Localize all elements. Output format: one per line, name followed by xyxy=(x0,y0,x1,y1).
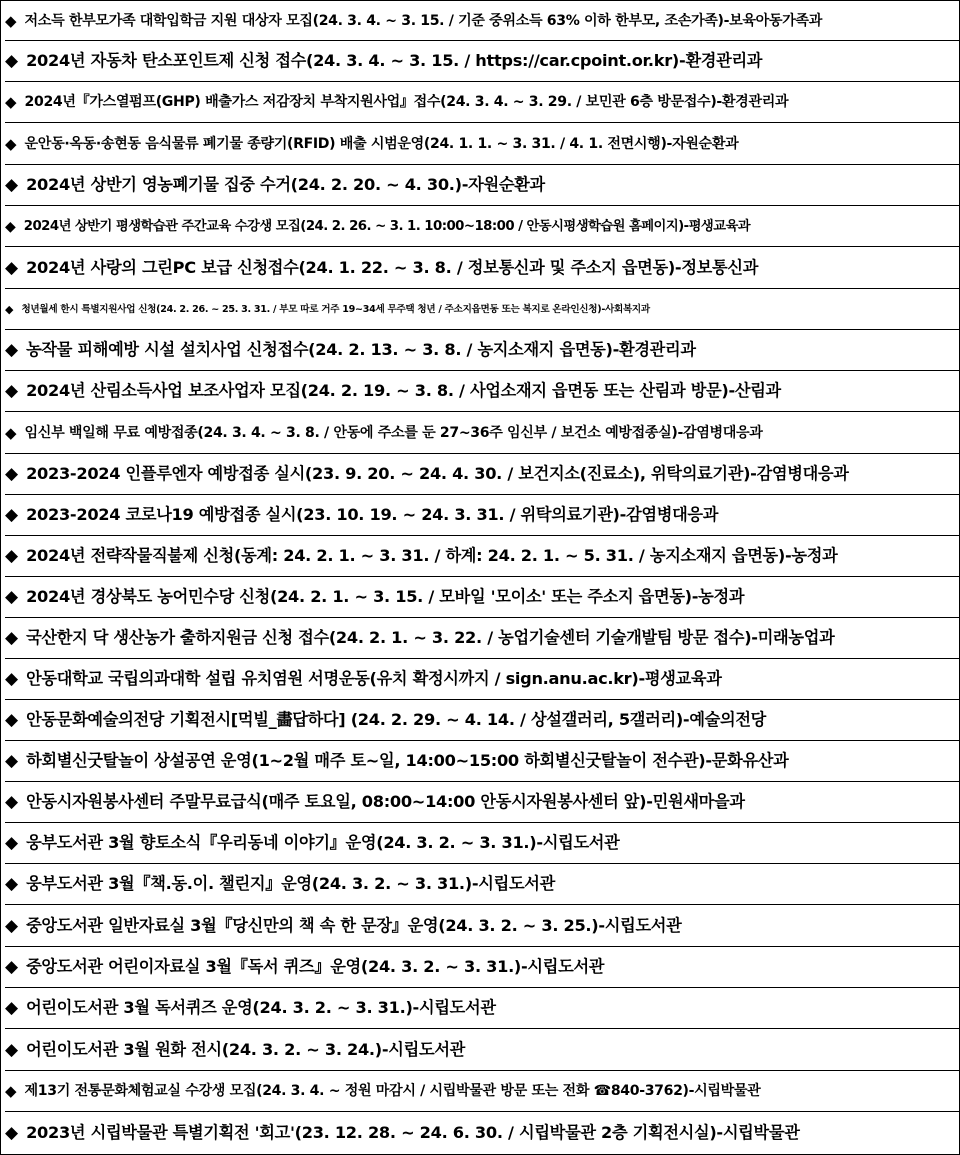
diamond-bullet-icon: ◆ xyxy=(5,915,19,936)
notice-text[interactable]: 운안동·옥동·송현동 음식물류 폐기물 종량기(RFID) 배출 시범운영(24. 1. 1. ~ 3. 31. / 4. 1. 전면시행)-자원순환과 xyxy=(24,135,739,152)
diamond-bullet-icon: ◆ xyxy=(5,833,19,853)
notice-item[interactable] xyxy=(5,659,959,700)
diamond-bullet-icon: ◆ xyxy=(5,381,19,401)
notice-text[interactable]: 2024년 산림소득사업 보조사업자 모집(24. 2. 19. ~ 3. 8. / 사업소재지 읍면동 또는 산림과 방문)-산림과 xyxy=(26,381,781,401)
notice-item[interactable] xyxy=(5,289,959,330)
diamond-bullet-icon: ◆ xyxy=(5,957,19,977)
diamond-bullet-icon: ◆ xyxy=(5,587,19,607)
notice-item[interactable] xyxy=(5,700,959,741)
notice-item[interactable] xyxy=(5,864,959,905)
diamond-bullet-icon: ◆ xyxy=(5,1122,19,1143)
diamond-bullet-icon: ◆ xyxy=(5,1082,17,1100)
notice-item[interactable] xyxy=(5,618,959,659)
diamond-bullet-icon: ◆ xyxy=(5,340,19,360)
notice-text[interactable]: 2024년 경상북도 농어민수당 신청(24. 2. 1. ~ 3. 15. / 모바일 '모이소' 또는 주소지 읍면동)-농정과 xyxy=(26,587,745,607)
notice-text[interactable]: 임신부 백일해 무료 예방접종(24. 3. 4. ~ 3. 8. / 안동에 주소를 둔 27~36주 임신부 / 보건소 예방접종실)-감염병대응과 xyxy=(24,424,763,441)
diamond-bullet-icon: ◆ xyxy=(5,751,19,771)
notice-item[interactable] xyxy=(5,165,959,206)
notice-text[interactable]: 안동대학교 국립의과대학 설립 유치염원 서명운동(유치 확정시까지 / sign.anu.ac.kr)-평생교육과 xyxy=(26,669,722,689)
notice-text[interactable]: 하회별신굿탈놀이 상설공연 운영(1~2월 매주 토~일, 14:00~15:00 하회별신굿탈놀이 전수관)-문화유산과 xyxy=(26,751,789,771)
diamond-bullet-icon: ◆ xyxy=(5,792,19,812)
diamond-bullet-icon: ◆ xyxy=(5,998,19,1018)
notice-text[interactable]: 청년월세 한시 특별지원사업 신청(24. 2. 26. ~ 25. 3. 31. / 부모 따로 거주 19~34세 무주택 청년 / 주소지읍면동 또는 복지로 온라인신청)-사회복지과 xyxy=(21,303,650,315)
notice-item[interactable] xyxy=(5,782,959,823)
notice-item[interactable] xyxy=(5,123,959,165)
notice-text[interactable]: 2023-2024 인플루엔자 예방접종 실시(23. 9. 20. ~ 24. 4. 30. / 보건지소(진료소), 위탁의료기관)-감염병대응과 xyxy=(26,464,849,484)
notice-item[interactable] xyxy=(5,577,959,618)
notice-text[interactable]: 2024년 자동차 탄소포인트제 신청 접수(24. 3. 4. ~ 3. 15. / https://car.cpoint.or.kr)-환경관리과 xyxy=(26,51,763,71)
notice-text[interactable]: 2023-2024 코로나19 예방접종 실시(23. 10. 19. ~ 24. 3. 31. / 위탁의료기관)-감염병대응과 xyxy=(26,505,719,525)
notice-text[interactable]: 저소득 한부모가족 대학입학금 지원 대상자 모집(24. 3. 4. ~ 3. 15. / 기준 중위소득 63% 이하 한부모, 조손가족)-보육아동가족과 xyxy=(24,12,822,29)
notice-item[interactable] xyxy=(5,371,959,412)
notice-text[interactable]: 제13기 전통문화체험교실 수강생 모집(24. 3. 4. ~ 정원 마감시 / 시립박물관 방문 또는 전화 ☎840-3762)-시립박물관 xyxy=(24,1083,761,1100)
notice-item[interactable] xyxy=(5,905,959,947)
notice-text[interactable]: 웅부도서관 3월『책.동.이. 챌린지』운영(24. 3. 2. ~ 3. 31.)-시립도서관 xyxy=(26,874,555,894)
notice-item[interactable] xyxy=(5,495,959,536)
diamond-bullet-icon: ◆ xyxy=(5,303,14,316)
notice-item[interactable] xyxy=(5,1071,959,1112)
notice-item[interactable] xyxy=(5,1029,959,1071)
diamond-bullet-icon: ◆ xyxy=(5,218,16,235)
notice-item[interactable] xyxy=(5,454,959,495)
notice-item[interactable] xyxy=(5,82,959,123)
notice-item[interactable] xyxy=(5,741,959,782)
notice-text[interactable]: 2024년 상반기 영농폐기물 집중 수거(24. 2. 20. ~ 4. 30.)-자원순환과 xyxy=(26,175,545,195)
notice-text[interactable]: 중앙도서관 어린이자료실 3월『독서 퀴즈』운영(24. 3. 2. ~ 3. 31.)-시립도서관 xyxy=(26,957,605,977)
notice-item[interactable] xyxy=(5,1,959,41)
notice-item[interactable] xyxy=(5,988,959,1029)
diamond-bullet-icon: ◆ xyxy=(5,93,17,111)
notice-item[interactable] xyxy=(5,330,959,371)
diamond-bullet-icon: ◆ xyxy=(5,257,19,278)
diamond-bullet-icon: ◆ xyxy=(5,1039,19,1060)
notice-text[interactable]: 중앙도서관 일반자료실 3월『당신만의 책 속 한 문장』운영(24. 3. 2. ~ 3. 25.)-시립도서관 xyxy=(26,915,682,935)
notice-item[interactable] xyxy=(5,41,959,82)
diamond-bullet-icon: ◆ xyxy=(5,546,19,566)
notice-text[interactable]: 안동시자원봉사센터 주말무료급식(매주 토요일, 08:00~14:00 안동시자원봉사센터 앞)-민원새마을과 xyxy=(26,792,745,812)
diamond-bullet-icon: ◆ xyxy=(5,464,19,484)
notice-text[interactable]: 안동문화예술의전당 기획전시[먹빌_畵답하다] (24. 2. 29. ~ 4. 14. / 상설갤러리, 5갤러리)-예술의전당 xyxy=(26,710,767,730)
notice-item[interactable] xyxy=(5,1112,959,1154)
notice-text[interactable]: 국산한지 닥 생산농가 출하지원금 신청 접수(24. 2. 1. ~ 3. 22. / 농업기술센터 기술개발팀 방문 접수)-미래농업과 xyxy=(26,628,835,648)
notice-text[interactable]: 2023년 시립박물관 특별기획전 '회고'(23. 12. 28. ~ 24. 6. 30. / 시립박물관 2층 기획전시실)-시립박물관 xyxy=(26,1122,800,1142)
diamond-bullet-icon: ◆ xyxy=(5,11,17,30)
notice-text[interactable]: 2024년『가스열펌프(GHP) 배출가스 저감장치 부착지원사업』접수(24. 3. 4. ~ 3. 29. / 보민관 6층 방문접수)-환경관리과 xyxy=(24,94,789,111)
diamond-bullet-icon: ◆ xyxy=(5,175,19,195)
diamond-bullet-icon: ◆ xyxy=(5,134,17,153)
diamond-bullet-icon: ◆ xyxy=(5,669,19,689)
diamond-bullet-icon: ◆ xyxy=(5,505,19,525)
notice-text[interactable]: 어린이도서관 3월 원화 전시(24. 3. 2. ~ 3. 24.)-시립도서관 xyxy=(26,1039,465,1059)
notice-item[interactable] xyxy=(5,206,959,247)
diamond-bullet-icon: ◆ xyxy=(5,423,17,442)
diamond-bullet-icon: ◆ xyxy=(5,51,19,71)
notice-text[interactable]: 2024년 전략작물직불제 신청(동계: 24. 2. 1. ~ 3. 31. / 하계: 24. 2. 1. ~ 5. 31. / 농지소재지 읍면동)-농정과 xyxy=(26,546,838,566)
notice-item[interactable] xyxy=(5,247,959,289)
notice-text[interactable]: 농작물 피해예방 시설 설치사업 신청접수(24. 2. 13. ~ 3. 8. / 농지소재지 읍면동)-환경관리과 xyxy=(26,340,696,360)
diamond-bullet-icon: ◆ xyxy=(5,628,19,648)
notice-text[interactable]: 어린이도서관 3월 독서퀴즈 운영(24. 3. 2. ~ 3. 31.)-시립도서관 xyxy=(26,998,496,1018)
diamond-bullet-icon: ◆ xyxy=(5,710,19,730)
notice-text[interactable]: 웅부도서관 3월 향토소식『우리동네 이야기』운영(24. 3. 2. ~ 3. 31.)-시립도서관 xyxy=(26,833,620,853)
notice-text[interactable]: 2024년 사랑의 그린PC 보급 신청접수(24. 1. 22. ~ 3. 8. / 정보통신과 및 주소지 읍면동)-정보통신과 xyxy=(26,257,759,277)
notice-text[interactable]: 2024년 상반기 평생학습관 주간교육 수강생 모집(24. 2. 26. ~ 3. 1. 10:00~18:00 / 안동시평생학습원 홈페이지)-평생교육과 xyxy=(23,218,751,234)
notice-item[interactable] xyxy=(5,412,959,454)
diamond-bullet-icon: ◆ xyxy=(5,874,19,894)
notice-item[interactable] xyxy=(5,823,959,864)
notice-item[interactable] xyxy=(5,947,959,988)
notice-item[interactable] xyxy=(5,536,959,577)
